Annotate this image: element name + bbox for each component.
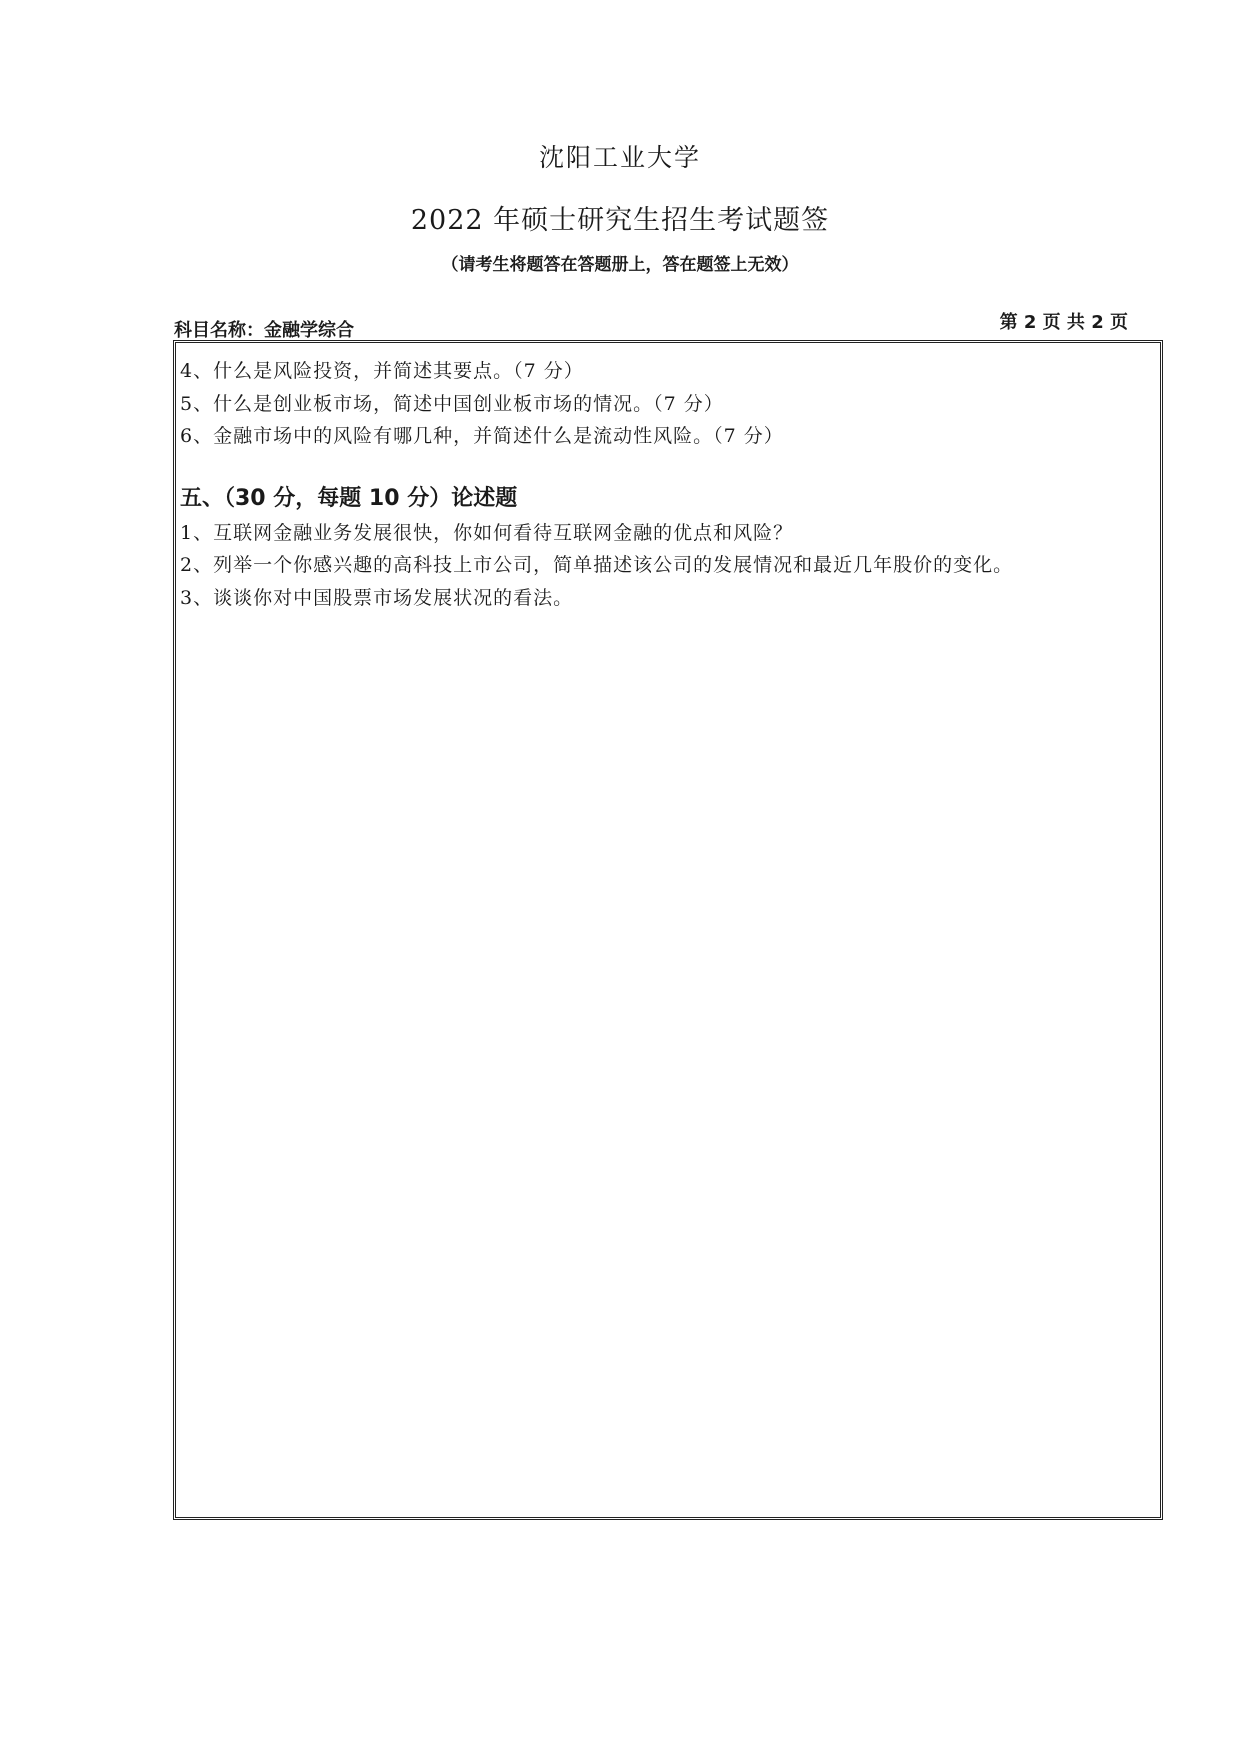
exam-title: 2022 年硕士研究生招生考试题签 bbox=[410, 205, 830, 236]
section-five-heading: 五、（30 分，每题 10 分）论述题 bbox=[180, 486, 518, 511]
essay-question-2: 2、列举一个你感兴趣的高科技上市公司，简单描述该公司的发展情况和最近几年股价的变化。 bbox=[180, 554, 1014, 576]
question-5: 5、什么是创业板市场，简述中国创业板市场的情况。（7 分） bbox=[180, 393, 724, 415]
university-name: 沈阳工业大学 bbox=[538, 143, 701, 172]
question-frame bbox=[173, 340, 1163, 1520]
answer-notice: （请考生将题答在答题册上，答在题签上无效） bbox=[441, 255, 799, 275]
page-number: 第 2 页 共 2 页 bbox=[999, 312, 1128, 333]
essay-question-3: 3、谈谈你对中国股票市场发展状况的看法。 bbox=[180, 587, 574, 609]
question-4: 4、什么是风险投资，并简述其要点。（7 分） bbox=[180, 360, 584, 382]
subject-name: 科目名称：金融学综合 bbox=[174, 320, 354, 341]
essay-question-1: 1、互联网金融业务发展很快，你如何看待互联网金融的优点和风险？ bbox=[180, 522, 794, 544]
question-6: 6、金融市场中的风险有哪几种，并简述什么是流动性风险。（7 分） bbox=[180, 425, 784, 447]
